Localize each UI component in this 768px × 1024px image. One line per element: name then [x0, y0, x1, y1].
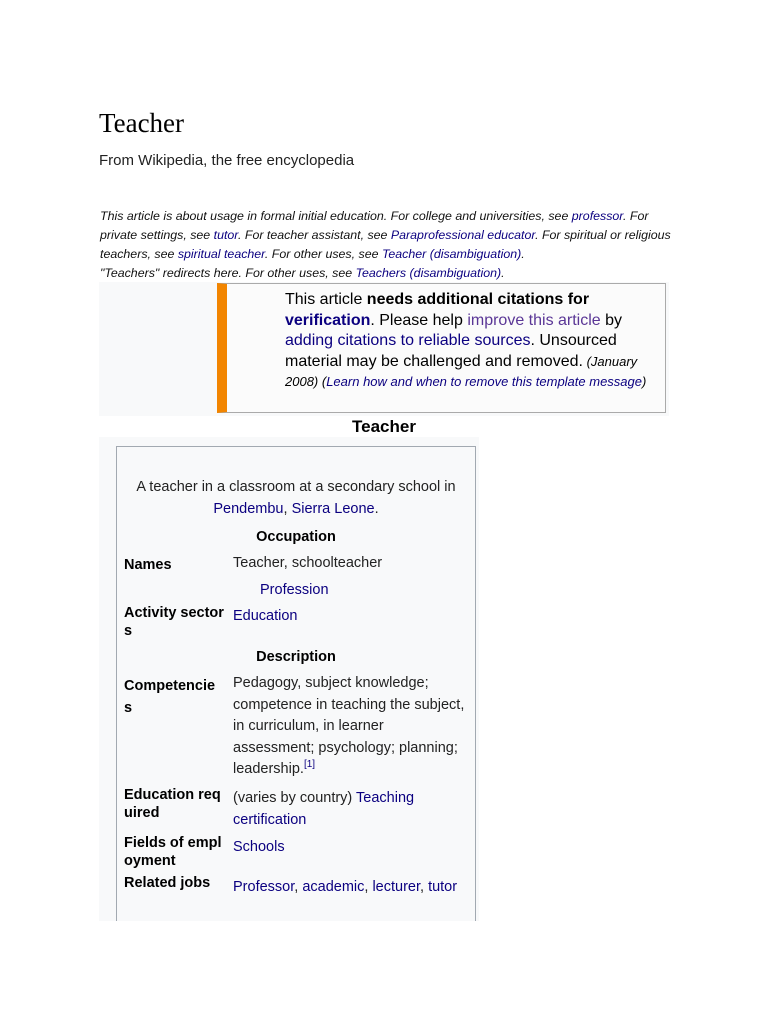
- hatnote: [100, 207, 672, 283]
- notice-paren: (: [318, 374, 327, 389]
- reference-1[interactable]: [1]: [303, 759, 316, 771]
- link-verification[interactable]: [285, 312, 370, 329]
- notice-date-text: (January 2008): [285, 353, 638, 389]
- notice-text: This article: [285, 291, 367, 308]
- notice-bold: needs additional citations for: [366, 291, 590, 308]
- education-required-label: Education required: [124, 787, 221, 821]
- page-title: Teacher: [99, 108, 185, 138]
- hatnote-text: .: [521, 247, 525, 261]
- profession-label[interactable]: Profession: [260, 582, 329, 598]
- link-paraprofessional-educator[interactable]: Paraprofessional educator: [390, 228, 536, 242]
- names-label: Names: [124, 557, 172, 573]
- hatnote-text: . For teacher assistant, see: [237, 228, 391, 242]
- link-schools[interactable]: Schools: [233, 839, 285, 855]
- caption-sep: ,: [283, 500, 292, 517]
- related-sep: ,: [294, 879, 303, 895]
- education-text: (varies by country): [233, 790, 357, 806]
- occupation-header: Occupation: [256, 529, 336, 545]
- fields-of-employment-value[interactable]: [233, 837, 469, 859]
- caption-text: A teacher in a classroom at a secondary school in: [136, 479, 456, 495]
- competencies-text: Pedagogy, subject knowledge; competence in teaching the subject, in curriculum, in learner assessment; psychology; planning; leadership.: [233, 675, 465, 777]
- verification-label: verification: [285, 311, 371, 329]
- notice-text: . Please help: [370, 311, 468, 329]
- link-spiritual-teacher[interactable]: spiritual teacher: [177, 247, 265, 261]
- related-sep: ,: [364, 879, 373, 895]
- related-jobs-value: [233, 877, 465, 899]
- link-pendembu[interactable]: Pendembu: [213, 500, 284, 517]
- hatnote-text: . For private settings, see: [100, 209, 649, 242]
- notice-paren: ): [642, 374, 647, 389]
- link-profession[interactable]: [260, 580, 329, 602]
- hatnote-text: . For spiritual or religious teachers, see: [100, 228, 671, 261]
- hatnote-text: This article is about usage in formal initial education. For college and universities, see: [100, 209, 572, 223]
- activity-sectors-value[interactable]: [233, 606, 469, 628]
- page-tagline: From Wikipedia, the free encyclopedia: [99, 152, 355, 169]
- competencies-label: Competencies: [124, 678, 216, 716]
- notice-text: . Unsourced material may be challenged and removed.: [285, 332, 617, 370]
- caption-period: .: [374, 500, 379, 517]
- link-academic[interactable]: academic: [302, 879, 365, 895]
- link-tutor-job[interactable]: tutor: [428, 879, 458, 895]
- image-caption: [124, 477, 468, 520]
- link-lecturer[interactable]: lecturer: [372, 879, 420, 895]
- description-header: Description: [256, 649, 336, 665]
- link-teachers-disambiguation[interactable]: Teachers (disambiguation): [355, 266, 502, 280]
- infobox-caption: Teacher: [352, 417, 416, 436]
- names-value: Teacher, schoolteacher: [233, 555, 383, 571]
- link-tutor[interactable]: tutor: [213, 228, 238, 242]
- link-learn-remove-template[interactable]: Learn how and when to remove this template message: [326, 374, 642, 389]
- citation-notice-text: [285, 290, 655, 393]
- fields-of-employment-label: Fields of employment: [124, 835, 222, 869]
- activity-sectors-label: Activity sectors: [124, 605, 224, 639]
- related-jobs-label: Related jobs: [124, 875, 211, 891]
- link-professor-job[interactable]: Professor: [233, 879, 295, 895]
- link-teaching-certification[interactable]: Teaching certification: [233, 790, 415, 828]
- notice-text: by: [600, 311, 623, 329]
- redirect-text: .: [501, 266, 505, 280]
- redirect-text: "Teachers" redirects here. For other uses, see: [100, 266, 356, 280]
- link-adding-citations[interactable]: adding citations to reliable sources: [285, 332, 531, 349]
- link-sierra-leone[interactable]: Sierra Leone: [291, 500, 375, 517]
- link-improve-article[interactable]: improve this article: [467, 311, 601, 329]
- link-education[interactable]: Education: [233, 608, 298, 624]
- hatnote-text: . For other uses, see: [264, 247, 382, 261]
- link-teacher-disambiguation[interactable]: Teacher (disambiguation): [381, 247, 522, 261]
- education-required-value: [233, 788, 469, 831]
- link-professor[interactable]: professor: [571, 209, 623, 223]
- related-sep: ,: [420, 879, 429, 895]
- competencies-value: [233, 673, 469, 781]
